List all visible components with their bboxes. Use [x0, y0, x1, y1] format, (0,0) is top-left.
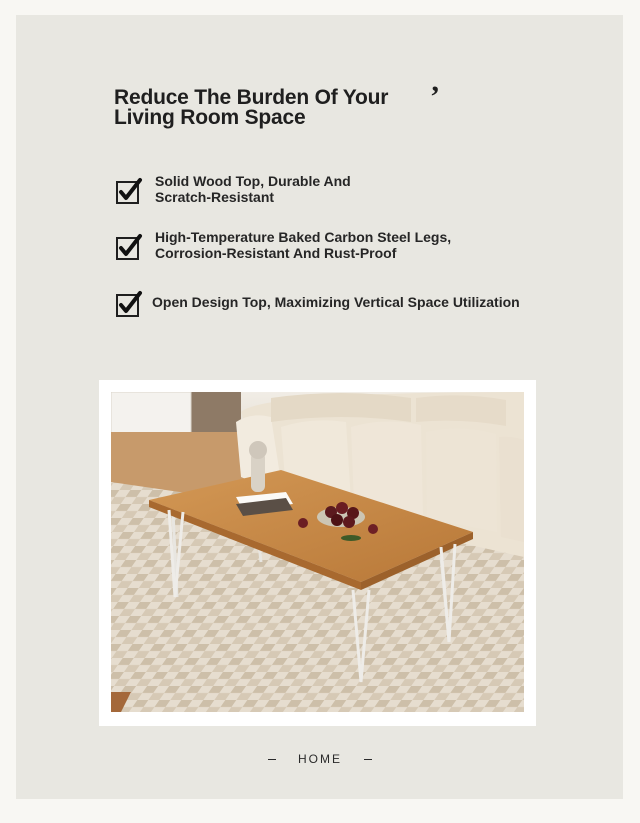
coffee-table-scene-illustration: [111, 392, 524, 712]
checkbox-checked-icon: [116, 290, 140, 314]
right-dash-divider: [364, 759, 372, 760]
feature-item-solid-wood: [116, 173, 351, 205]
headline-line-2: Living Room Space: [114, 106, 306, 129]
checkbox-checked-icon: [116, 177, 140, 201]
home-link[interactable]: HOME: [298, 752, 342, 766]
feature-line-2: Corrosion-Resistant And Rust-Proof: [155, 245, 397, 261]
feature-item-steel-legs: [116, 229, 451, 261]
feature-line-1: High-Temperature Baked Carbon Steel Legs,: [155, 229, 452, 245]
product-photo-frame: [99, 380, 536, 726]
feature-text: [152, 294, 520, 310]
headline-line-1: Reduce The Burden Of Your: [114, 86, 389, 109]
feature-text: [155, 229, 451, 261]
left-dash-divider: [268, 759, 276, 760]
page-headline: [114, 88, 388, 128]
feature-line-2: Scratch-Resistant: [155, 189, 275, 205]
coffee-table-photo: [111, 392, 524, 712]
feature-line-1: Open Design Top, Maximizing Vertical Space Utilization: [152, 294, 520, 310]
feature-item-open-design: [116, 290, 520, 314]
checkbox-checked-icon: [116, 233, 140, 257]
decorative-apostrophe: ’: [430, 80, 440, 113]
footer-nav: [0, 752, 640, 766]
feature-line-1: Solid Wood Top, Durable And: [155, 173, 351, 189]
feature-text: [155, 173, 351, 205]
